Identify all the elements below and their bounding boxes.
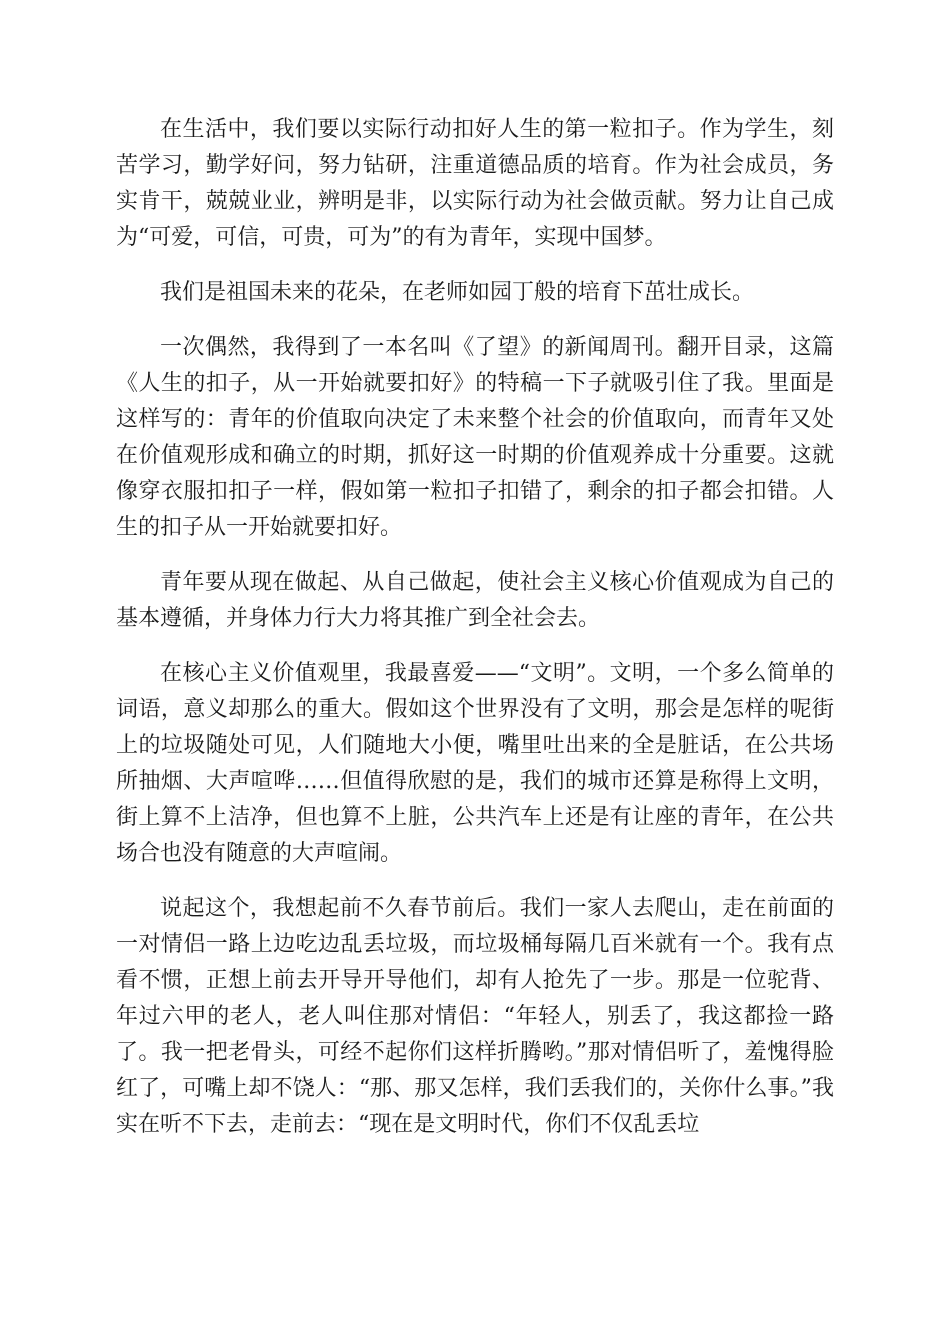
- paragraph-1: 在生活中，我们要以实际行动扣好人生的第一粒扣子。作为学生，刻苦学习，勤学好问，努力钻研，注重道德品质的培育。作为社会成员，务实肯干，兢兢业业，辨明是非，以实际行动为社会做贡献。努力让自己成为“可爱，可信，可贵，可为”的有为青年，实现中国梦。: [116, 117, 834, 250]
- document-page: [116, 112, 834, 1162]
- paragraph-6: 说起这个，我想起前不久春节前后。我们一家人去爬山，走在前面的一对情侣一路上边吃边乱丢垃圾，而垃圾桶每隔几百米就有一个。我有点看不惯，正想上前去开导开导他们，却有人抢先了一步。那是一位驼背、年过六甲的老人，老人叫住那对情侣：“年轻人，别丢了，我这都捡一路了。我一把老骨头，可经不起你们这样折腾哟。”那对情侣听了，羞愧得脸红了，可嘴上却不饶人：“那、那又怎样，我们丢我们的，关你什么事。”我实在听不下去，走前去：“现在是文明时代，你们不仅乱丢垃: [116, 896, 834, 1137]
- paragraph-2: 我们是祖国未来的花朵，在老师如园丁般的培育下茁壮成长。: [160, 280, 755, 305]
- paragraph-3: 一次偶然，我得到了一本名叫《了望》的新闻周刊。翻开目录，这篇《人生的扣子，从一开始就要扣好》的特稿一下子就吸引住了我。里面是这样写的：青年的价值取向决定了未来整个社会的价值取向，而青年又处在价值观形成和确立的时期，抓好这一时期的价值观养成十分重要。这就像穿衣服扣扣子一样，假如第一粒扣子扣错了，剩余的扣子都会扣错。人生的扣子从一开始就要扣好。: [116, 335, 834, 540]
- paragraph-5: 在核心主义价值观里，我最喜爱——“文明”。文明，一个多么简单的词语，意义却那么的重大。假如这个世界没有了文明，那会是怎样的呢街上的垃圾随处可见，人们随地大小便，嘴里吐出来的全是脏话，在公共场所抽烟、大声喧哗……但值得欣慰的是，我们的城市还算是称得上文明，街上算不上洁净，但也算不上脏，公共汽车上还是有让座的青年，在公共场合也没有随意的大声喧闹。: [116, 661, 834, 866]
- paragraph-4: 青年要从现在做起、从自己做起，使社会主义核心价值观成为自己的基本遵循，并身体力行大力将其推广到全社会去。: [116, 570, 834, 631]
